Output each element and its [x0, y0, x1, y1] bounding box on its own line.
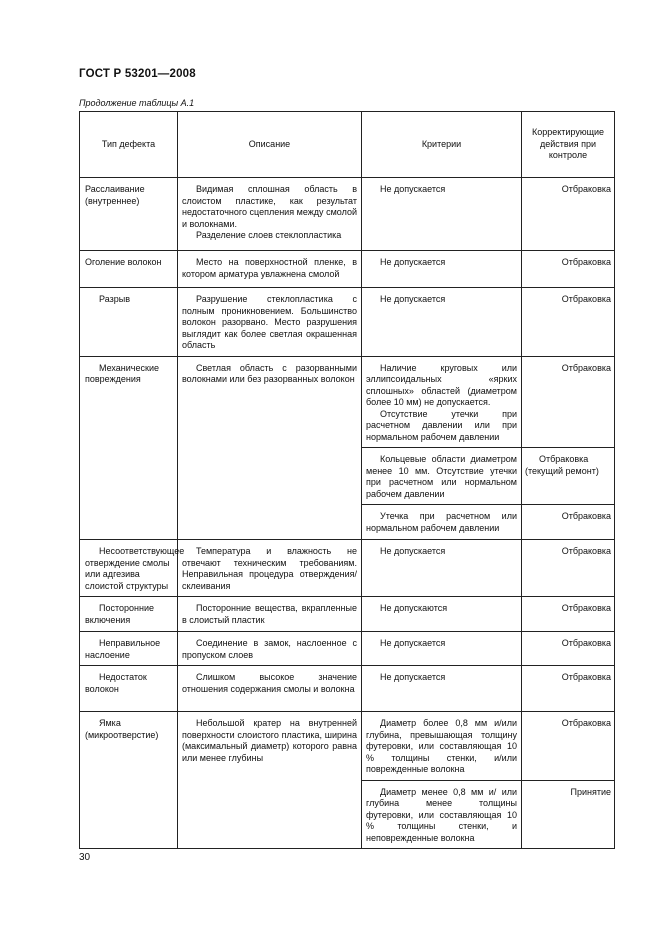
document-title: ГОСТ Р 53201—2008 — [79, 68, 196, 80]
corrective-action: Отбраковка — [522, 597, 615, 632]
defect-type: Недостаток волокон — [80, 666, 178, 712]
defect-criteria — [362, 356, 522, 448]
table-caption: Продолжение таблицы А.1 — [79, 98, 195, 108]
corrective-action: Отбраковка — [522, 632, 615, 666]
table-row — [80, 178, 615, 251]
corrective-action: Отбраковка — [522, 178, 615, 251]
defect-criteria: Не допускается — [362, 288, 522, 357]
defect-type: Механические повреждения — [80, 356, 178, 540]
defect-description: Температура и влажность не отвечают техническим требованиям. Неправильная процедура отверждения/склеивания — [178, 540, 362, 597]
table-row — [80, 356, 615, 448]
corrective-action: Отбраковка — [522, 712, 615, 781]
criteria-paragraph: Наличие круговых или эллипсоидальных «ярких сплошных» областей (диаметром более 10 мм) не допускается. — [366, 362, 517, 407]
defect-description: Соединение в замок, наслоенное с пропуском слоев — [178, 632, 362, 666]
col-header-actions: Корректирующие действия при контроле — [522, 112, 615, 178]
defect-type: Посторонние включения — [80, 597, 178, 632]
defect-criteria: Не допускается — [362, 178, 522, 251]
col-header-description: Описание — [178, 112, 362, 178]
defect-description: Слишком высокое значение отношения содержания смолы и волокна — [178, 666, 362, 712]
defect-description: Светлая область с разорванными волокнами или без разорванных волокон — [178, 356, 362, 540]
description-paragraph: Разделение слоев стеклопластика — [196, 230, 342, 240]
defect-type: Оголение волокон — [80, 251, 178, 288]
defect-type: Расслаивание (внутреннее) — [80, 178, 178, 251]
defect-criteria: Не допускается — [362, 251, 522, 288]
defect-criteria: Диаметр менее 0,8 мм и/ или глубина менее толщины футеровки, или составляющая 10 % толщины стенки, и неповрежденные волокна — [362, 780, 522, 849]
table-header-row — [80, 112, 615, 178]
defect-criteria: Не допускаются — [362, 597, 522, 632]
defect-type: Ямка (микроотверстие) — [80, 712, 178, 849]
col-header-type: Тип дефекта — [80, 112, 178, 178]
table-row — [80, 712, 615, 781]
description-paragraph: Видимая сплошная область в слоистом пластике, как результат недостаточного сцепления между смолой и волокнами. — [182, 184, 357, 229]
defect-description — [178, 178, 362, 251]
table-row — [80, 666, 615, 712]
table-row — [80, 540, 615, 597]
defect-criteria: Не допускается — [362, 540, 522, 597]
defect-criteria: Не допускается — [362, 632, 522, 666]
defect-criteria: Диаметр более 0,8 мм и/или глубина, превышающая толщину футеровки, или составляющая 10 % толщины стенки, и/или поврежденные волокна — [362, 712, 522, 781]
corrective-action: Отбраковка — [522, 288, 615, 357]
corrective-action: Принятие — [522, 780, 615, 849]
page-number: 30 — [79, 852, 91, 863]
corrective-action: Отбраковка — [522, 666, 615, 712]
corrective-action: Отбраковка (текущий ремонт) — [522, 448, 615, 505]
col-header-criteria: Критерии — [362, 112, 522, 178]
table-row — [80, 632, 615, 666]
criteria-paragraph: Отсутствие утечки при расчетном давлении или при нормальном рабочем давлении — [366, 408, 517, 442]
defect-description: Разрушение стеклопластика с полным проникновением. Большинство волокон разорвано. Место разрушения выглядит как более светлая окрашенная область — [178, 288, 362, 357]
corrective-action: Отбраковка — [522, 540, 615, 597]
defect-criteria: Кольцевые области диаметром менее 10 мм. Отсутствие утечки при расчетном или нормальном рабочем давлении — [362, 448, 522, 505]
defect-type: Неправильное наслоение — [80, 632, 178, 666]
defect-type: Несоответствующее отверждение смолы или адгезива слоистой структуры — [80, 540, 178, 597]
defect-description: Небольшой кратер на внутренней поверхности слоистого пластика, ширина (максимальный диаметр) которого равна или менее глубины — [178, 712, 362, 849]
corrective-action: Отбраковка — [522, 505, 615, 540]
defect-description: Место на поверхностной пленке, в котором арматура увлажнена смолой — [178, 251, 362, 288]
defect-description: Посторонние вещества, вкрапленные в слоистый пластик — [178, 597, 362, 632]
table-row — [80, 597, 615, 632]
defect-criteria: Не допускается — [362, 666, 522, 712]
defect-type: Разрыв — [80, 288, 178, 357]
table-row — [80, 288, 615, 357]
defect-criteria: Утечка при расчетном или нормальном рабочем давлении — [362, 505, 522, 540]
defects-table — [79, 111, 615, 849]
table-row — [80, 251, 615, 288]
corrective-action: Отбраковка — [522, 356, 615, 448]
corrective-action: Отбраковка — [522, 251, 615, 288]
